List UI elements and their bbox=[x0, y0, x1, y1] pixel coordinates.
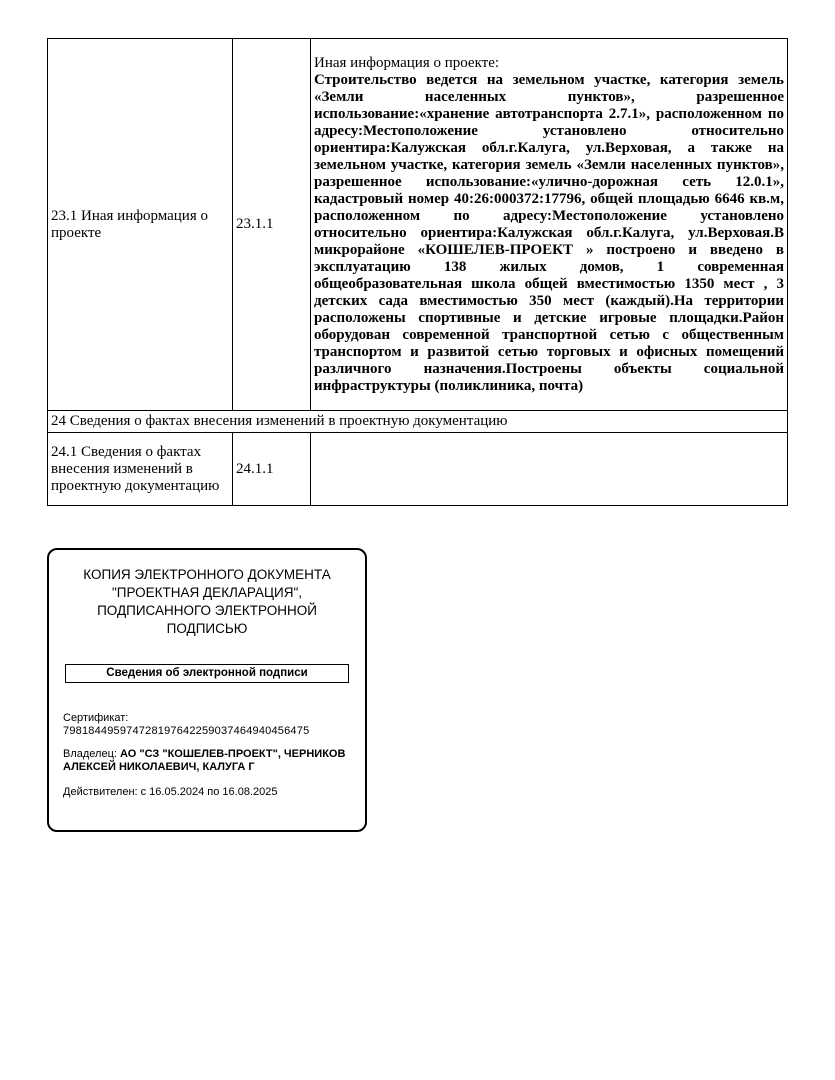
stamp-subtitle: Сведения об электронной подписи bbox=[65, 664, 349, 683]
row-label-24-1: 24.1 Сведения о фактах внесения изменений в проектную документацию bbox=[48, 433, 233, 506]
declaration-table bbox=[47, 38, 788, 506]
other-info-body: Строительство ведется на земельном участке, категория земель «Земли населенных пунктов», разрешенное использование:«хранение автотранспорта 2.7.1», расположенном по адресу:Местоположение установлено относительно ориентира:Калужская обл.г.Калуга, ул.Верховая, а также на земельном участке, категория земель «Земли населенных пунктов», разрешенное использование:«улично-дорожная сеть 12.0.1», кадастровый номер 40:26:000372:17796, общей площадью 6646 кв.м, расположенном по адресу:Местоположение установлено относительно ориентира:Калужская обл.г.Калуга, ул.Верховая.В микрорайоне «КОШЕЛЕВ-ПРОЕКТ » построено и введено в эксплуатацию 138 жилых домов, 1 современная общеобразовательная школа общей вместимостью 1350 мест , 3 детских сада вместимостью 350 мест (каждый).На территории расположены спортивные и детские игровые площадки.Район оборудован современной транспортной сетью с общественным транспортом и развитой сетью торговых и офисных помещений различного назначения.Построены объекты социальной инфраструктуры (поликлиника, почта) bbox=[314, 71, 784, 394]
row-code-24-1-1: 24.1.1 bbox=[233, 433, 311, 506]
owner-block bbox=[63, 748, 351, 774]
row-content-23-1-1 bbox=[311, 39, 788, 411]
table-row-24 bbox=[48, 411, 788, 433]
row-label-23-1: 23.1 Иная информация о проекте bbox=[48, 39, 233, 411]
other-info-intro: Иная информация о проекте: bbox=[314, 54, 500, 71]
section-header-24: 24 Сведения о фактах внесения изменений в проектную документацию bbox=[48, 411, 788, 433]
validity-line: Действителен: с 16.05.2024 по 16.08.2025 bbox=[63, 786, 278, 798]
table-row-23-1 bbox=[48, 39, 788, 411]
certificate-number: 798184495974728197642259037464940456475 bbox=[63, 725, 310, 737]
owner-label: Владелец: bbox=[63, 748, 117, 760]
certificate-block bbox=[63, 712, 351, 738]
table-row-24-1 bbox=[48, 433, 788, 506]
row-code-23-1-1: 23.1.1 bbox=[233, 39, 311, 411]
row-content-24-1-1 bbox=[311, 433, 788, 506]
owner-value: АО "СЗ "КОШЕЛЕВ-ПРОЕКТ", ЧЕРНИКОВ АЛЕКСЕЙ НИКОЛАЕВИЧ, КАЛУГА Г bbox=[63, 748, 346, 773]
stamp-title: КОПИЯ ЭЛЕКТРОННОГО ДОКУМЕНТА "ПРОЕКТНАЯ ДЕКЛАРАЦИЯ", ПОДПИСАННОГО ЭЛЕКТРОННОЙ ПОДПИСЬЮ bbox=[83, 567, 331, 636]
signature-stamp bbox=[47, 548, 367, 832]
certificate-label: Сертификат: bbox=[63, 712, 129, 724]
